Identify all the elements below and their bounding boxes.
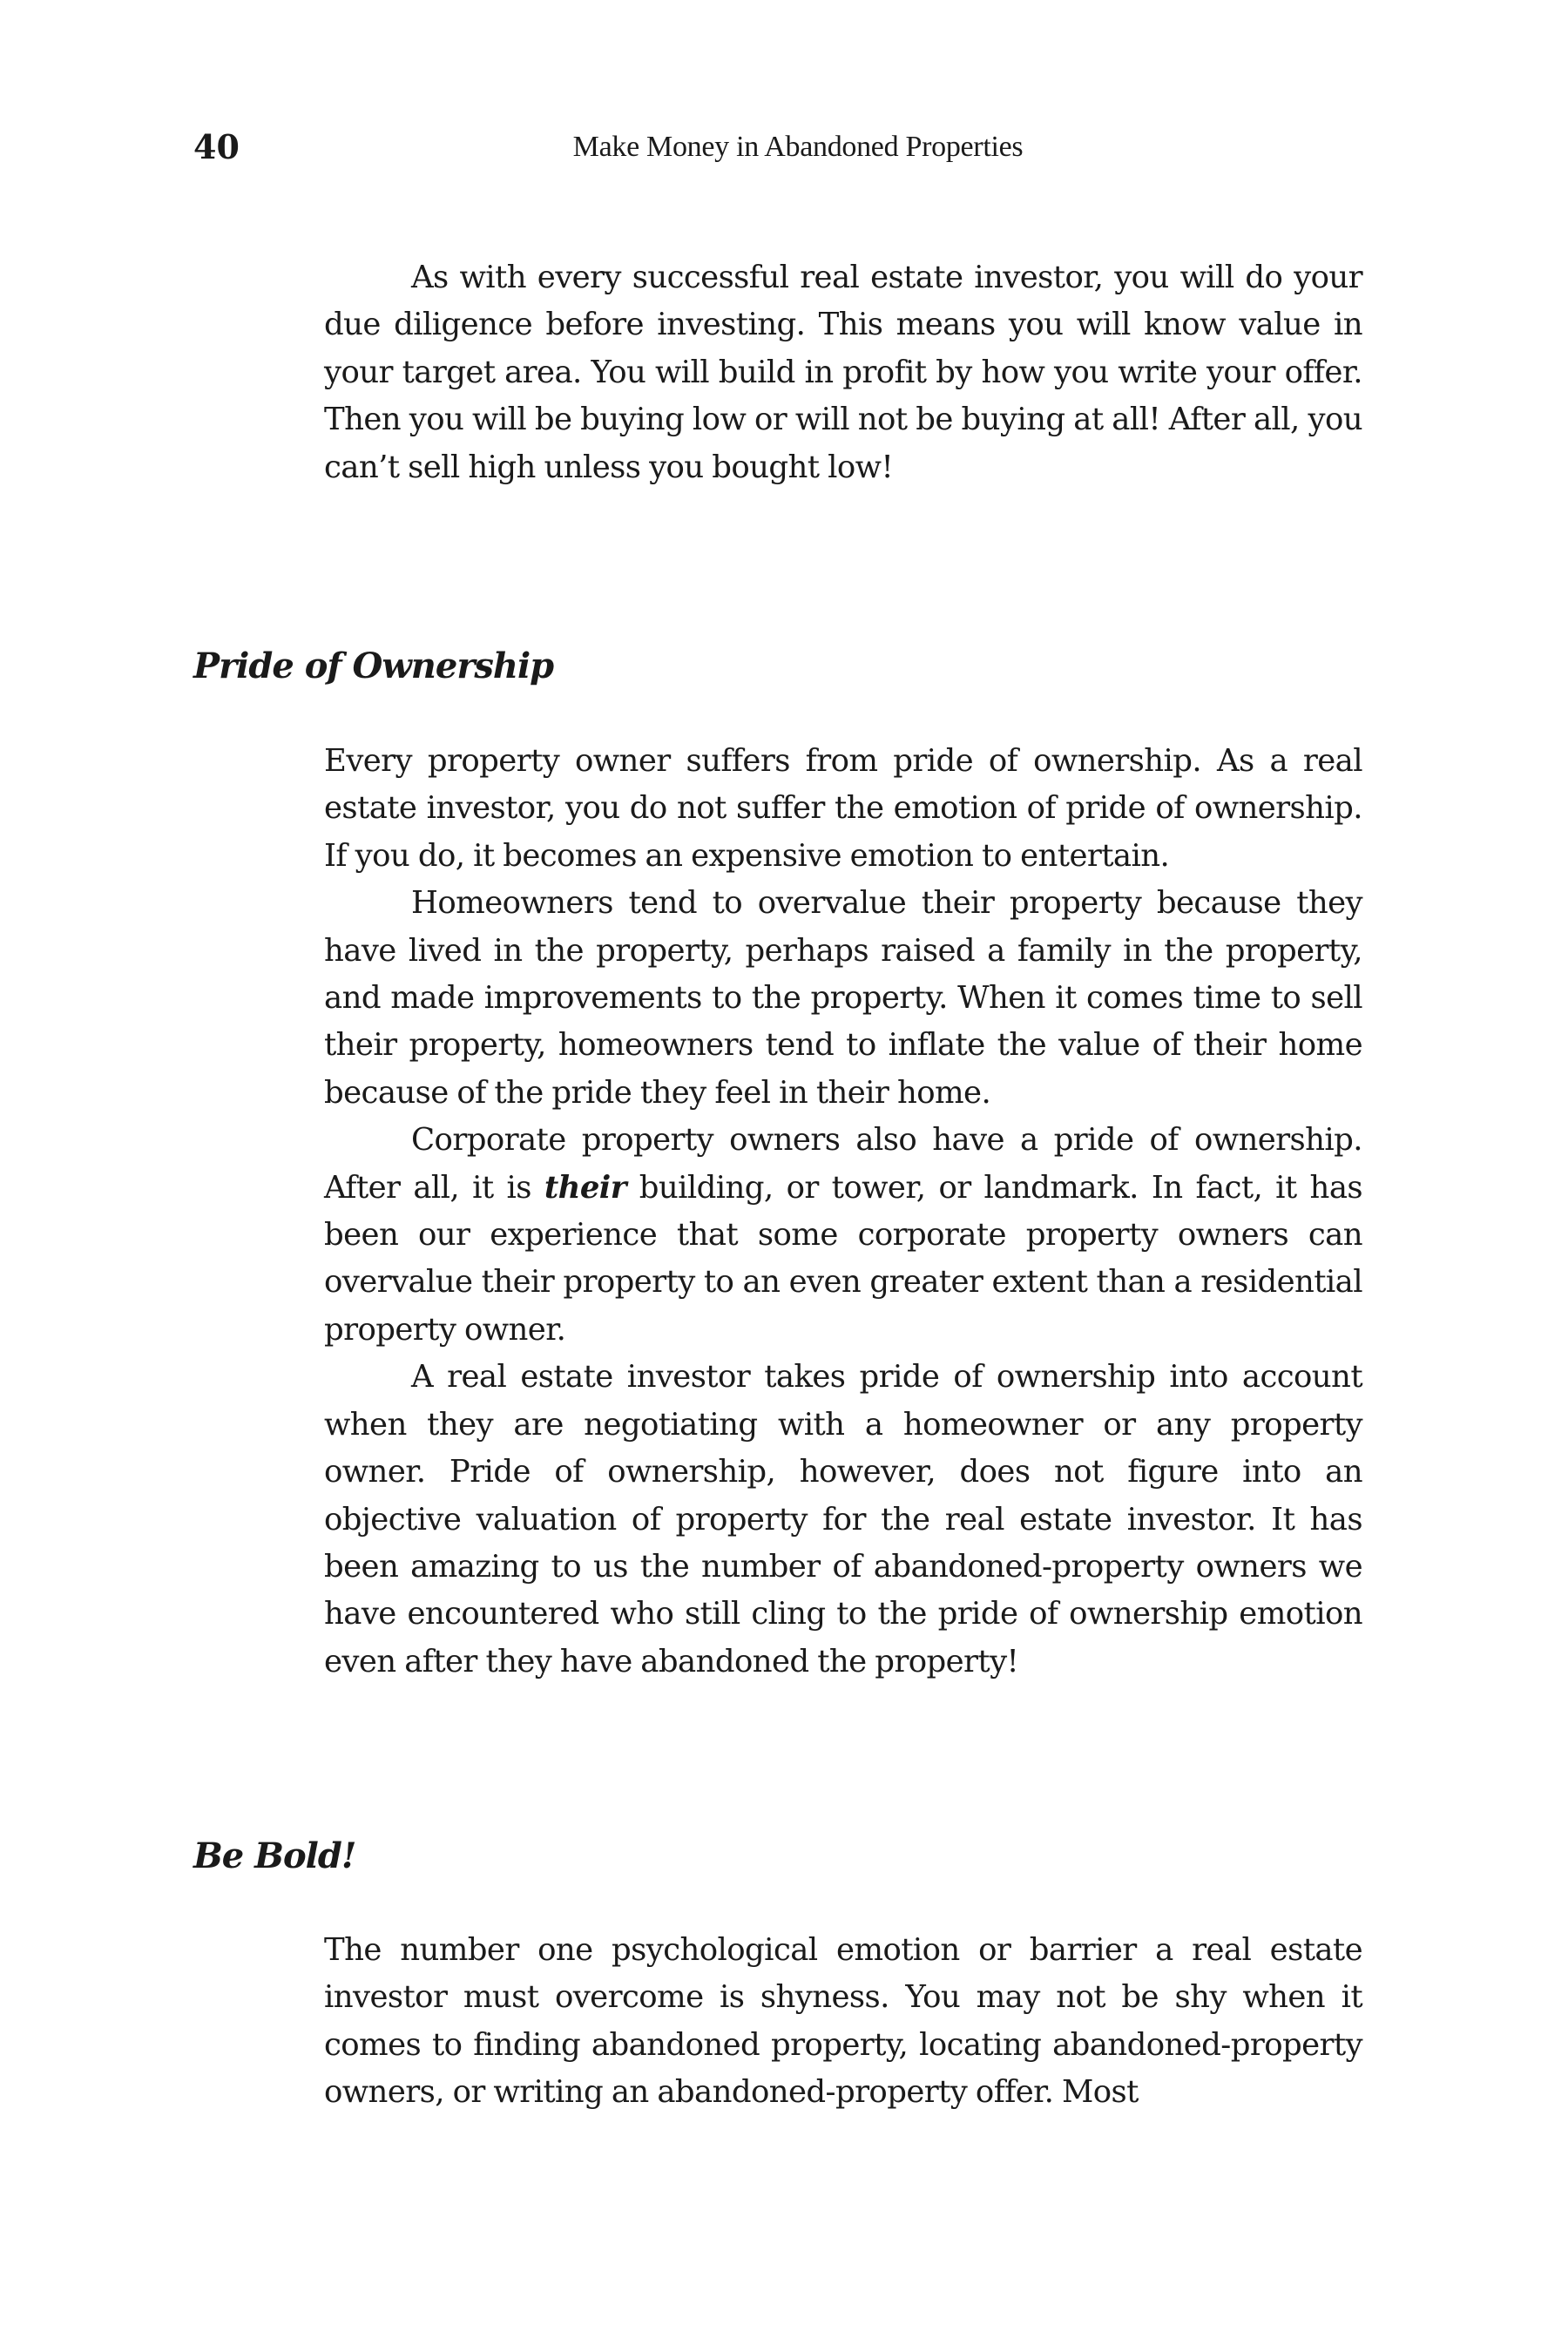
body-paragraph-corporate — [324, 1117, 1362, 1354]
body-paragraph: The number one psychological emotion or barrier a real estate investor must overcome is shyness. You may not be shy when it comes to finding abandoned property, locating abandoned-property owners, or writing an abandoned-property offer. Most — [324, 1932, 1362, 2111]
intro-section — [324, 254, 1362, 491]
body-paragraph: A real estate investor takes pride of ownership into account when they are negotiating with a homeowner or any property owner. Pride of ownership, however, does not figure into an objective valuation of property for the real estate investor. It has been amazing to us the number of abandoned-property owners we have encountered who still cling to the pride of ownership emotion even after they have abandoned the property! — [324, 1359, 1362, 1680]
body-paragraph: Homeowners tend to overvalue their property because they have lived in the property, perhaps raised a family in the property, and made improvements to the property. When it comes time to sell their property, homeowners tend to inflate the value of their home because of the pride they feel in their home. — [324, 885, 1362, 1111]
page-number: 40 — [193, 127, 240, 166]
paragraph-text: building, or tower, or landmark. In fact, it has been our experience that some corporate property owners can overvalue their property to an even greater extent than a residential property owner. — [324, 1169, 1362, 1348]
be-bold-section — [324, 1927, 1362, 2117]
emphasis-text: their — [544, 1169, 626, 1206]
section-heading-be-bold: Be Bold! — [193, 1835, 356, 1876]
paragraph-text: Corporate property owners also have a pride of ownership. After all, it is — [324, 1122, 1362, 1206]
running-head — [0, 125, 1568, 169]
pride-of-ownership-section — [324, 738, 1362, 1686]
body-paragraph: Every property owner suffers from pride of ownership. As a real estate investor, you do not suffer the emotion of pride of ownership. If you do, it becomes an expensive emotion to entertain. — [324, 743, 1362, 874]
section-heading-pride-of-ownership: Pride of Ownership — [193, 645, 554, 686]
body-paragraph: As with every successful real estate investor, you will do your due diligence before investing. This means you will know value in your target area. You will build in profit by how you write your offer. Then you will be buying low or will not be buying at all! After all, you can’t sell high unless you bought low! — [324, 260, 1362, 485]
running-title: Make Money in Abandoned Properties — [572, 131, 1024, 163]
